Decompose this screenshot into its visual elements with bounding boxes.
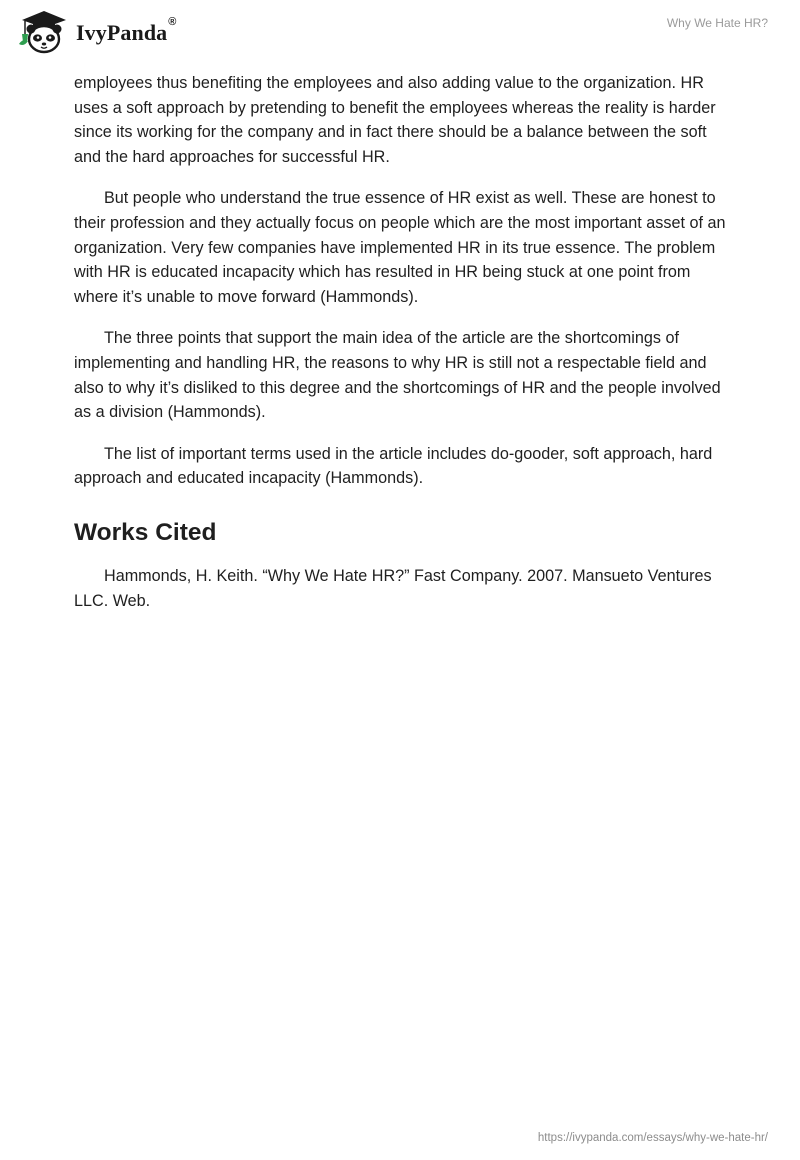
paragraph-1: employees thus benefiting the employees and also adding value to the organization. HR uses a soft approach by pretending to benefit the employees whereas the reality is harder since its working for the company and in fact there should be a balance between the soft and the hard approaches for successful HR. <box>74 74 716 166</box>
brand-name: IvyPanda® <box>76 16 177 45</box>
works-cited-heading: Works Cited <box>74 518 217 546</box>
ivypanda-logo[interactable] <box>16 8 177 56</box>
source-url[interactable]: https://ivypanda.com/essays/why-we-hate-hr/ <box>537 1132 768 1144</box>
paragraph-2: But people who understand the true essence of HR exist as well. These are honest to their profession and they actually focus on people which are the most important asset of an organization. Very few companies have implemented HR in its true essence. The problem with HR is educated incapacity which has resulted in HR being stuck at one point from where it’s unable to move forward (Hammonds). <box>74 189 726 306</box>
page-header <box>0 0 800 64</box>
essay-content <box>74 71 730 630</box>
citation-entry: Hammonds, H. Keith. “Why We Hate HR?” Fast Company. 2007. Mansueto Ventures LLC. Web. <box>74 566 712 610</box>
registered-mark: ® <box>168 16 177 28</box>
document-title: Why We Hate HR? <box>666 16 768 30</box>
paragraph-3: The three points that support the main idea of the article are the shortcomings of implementing and handling HR, the reasons to why HR is still not a respectable field and also to why it’s disliked to this degree and the shortcomings of HR and the people involved as a division (Hammonds). <box>74 329 721 422</box>
paragraph-4: The list of important terms used in the article includes do-gooder, soft approach, hard approach and educated incapacity (Hammonds). <box>74 444 713 488</box>
panda-graduate-icon <box>16 8 72 56</box>
